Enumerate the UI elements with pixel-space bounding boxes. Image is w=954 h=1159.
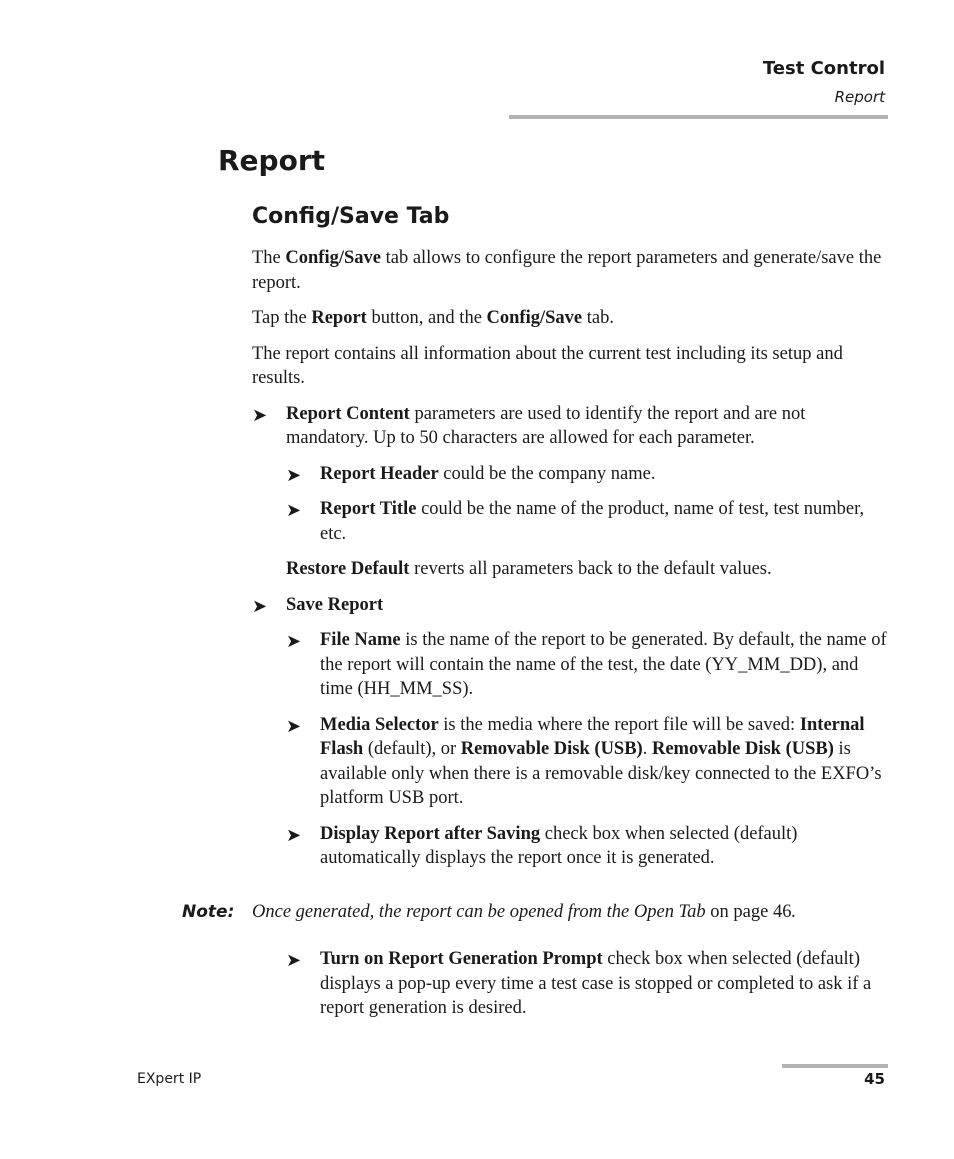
bullet-media-selector: ➤ Media Selector is the media where the report file will be saved: Internal Flash (default), or Removable Disk (USB). Removable Disk (USB) is available only when there is a removable disk/key connected to the EXFO’s platform USB port. (286, 714, 882, 808)
bullet-arrow-icon: ➤ (286, 500, 302, 520)
bullet-save-report: ➤ Save Report (252, 593, 888, 618)
footer-product-name: EXpert IP (137, 1071, 202, 1087)
instruction-paragraph: Tap the Report button, and the Config/Save tab. (252, 308, 614, 328)
bullet-report-content: ➤ Report Content parameters are used to identify the report and are not mandatory. Up to 50 characters are allowed for each parameter. (252, 403, 806, 448)
bullet-arrow-icon: ➤ (286, 950, 302, 970)
intro-paragraph: The Config/Save tab allows to configure the report parameters and generate/save the report. (252, 248, 882, 293)
description-paragraph: The report contains all information about the current test including its setup and results. (252, 343, 843, 388)
bullet-file-name: ➤ File Name is the name of the report to be generated. By default, the name of the report will contain the name of the test, the date (YY_MM_DD), and time (HH_MM_SS). (286, 630, 887, 699)
bullet-arrow-icon: ➤ (252, 404, 268, 425)
page-reference-link[interactable]: on page 46 (705, 902, 792, 922)
bullet-display-report: ➤ Display Report after Saving check box when selected (default) automatically displays the report once it is generated. (286, 823, 798, 868)
header-divider (509, 115, 888, 119)
restore-default-paragraph: Restore Default reverts all parameters back to the default values. (286, 559, 772, 579)
page-number: 45 (864, 1070, 885, 1088)
running-header-chapter: Test Control (762, 58, 885, 79)
bullet-report-header: ➤ Report Header could be the company name. (252, 462, 888, 487)
bullet-arrow-icon: ➤ (286, 631, 302, 651)
bullet-arrow-icon: ➤ (286, 715, 302, 736)
bullet-report-title: ➤ Report Title could be the name of the product, name of test, test number, etc. (286, 499, 865, 544)
page-title: Report (218, 144, 326, 177)
bullet-arrow-icon: ➤ (286, 824, 302, 845)
bullet-arrow-icon: ➤ (252, 595, 268, 616)
running-header-section: Report (834, 88, 885, 106)
section-heading: Config/Save Tab (252, 204, 450, 229)
note-label: Note: (182, 902, 235, 922)
body-content (252, 246, 888, 882)
note-text: Once generated, the report can be opened from the Open Tab on page 46. (252, 902, 797, 922)
body-content-continued (252, 947, 888, 1032)
bullet-arrow-icon: ➤ (286, 464, 302, 485)
footer-divider (782, 1064, 888, 1068)
bullet-report-generation-prompt: ➤ Turn on Report Generation Prompt check box when selected (default) displays a pop-up every time a test case is stopped or completed to ask if a report generation is desired. (286, 949, 872, 1018)
